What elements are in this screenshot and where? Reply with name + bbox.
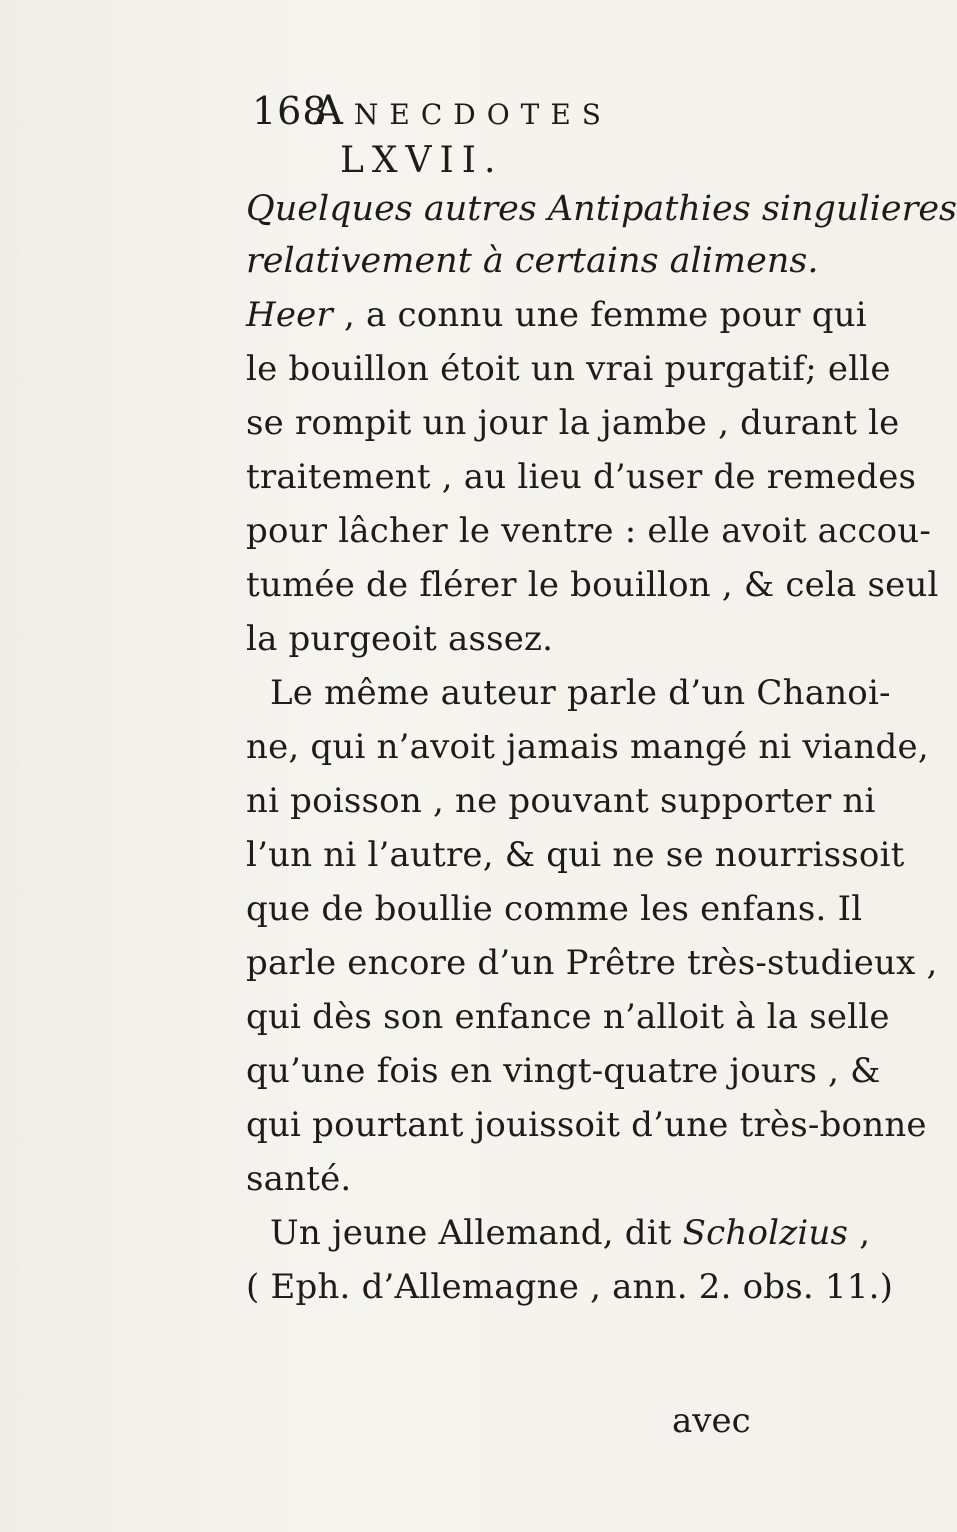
section-title-line-1: Quelques autres Antipathies singulieres bbox=[246, 189, 957, 229]
body-line-4: traitement , au lieu d’user de remedes bbox=[246, 457, 917, 497]
body-line-1 bbox=[246, 288, 867, 342]
body-line-9: ne, qui n’avoit jamais mangé ni viande, bbox=[246, 727, 929, 767]
body-line-text: Un jeune Allemand, dit bbox=[270, 1213, 683, 1253]
section-title-line-2: relativement à certains alimens. bbox=[246, 241, 819, 281]
body-line-7: la purgeoit assez. bbox=[246, 619, 554, 659]
body-line-5: pour lâcher le ventre : elle avoit accou- bbox=[246, 511, 932, 551]
body-line-10: ni poisson , ne pouvant supporter ni bbox=[246, 781, 876, 821]
body-line-19: ( Eph. d’Allemagne , ann. 2. obs. 11.) bbox=[246, 1267, 894, 1307]
page-header bbox=[252, 86, 692, 136]
author-name: Scholzius bbox=[682, 1213, 849, 1253]
body-line-13: parle encore d’un Prêtre très-studieux , bbox=[246, 943, 938, 983]
body-line-16: qui pourtant jouissoit d’une très-bonne bbox=[246, 1105, 927, 1145]
body-line-2: le bouillon étoit un vrai purgatif; elle bbox=[246, 349, 891, 389]
page-number: 168 bbox=[252, 89, 328, 133]
running-title: Anecdotes bbox=[314, 88, 612, 134]
catchword: avec bbox=[672, 1401, 751, 1441]
body-line-12: que de boullie comme les enfans. Il bbox=[246, 889, 863, 929]
author-name: Heer bbox=[246, 295, 333, 335]
body-line-11: l’un ni l’autre, & qui ne se nourrissoit bbox=[246, 835, 905, 875]
chapter-number: LXVII. bbox=[340, 140, 504, 181]
body-line-text: , bbox=[848, 1213, 871, 1253]
body-line-15: qu’une fois en vingt-quatre jours , & bbox=[246, 1051, 881, 1091]
body-line-3: se rompit un jour la jambe , durant le bbox=[246, 403, 900, 443]
body-line-17: santé. bbox=[246, 1159, 352, 1199]
body-line-8: Le même auteur parle d’un Chanoi- bbox=[270, 673, 891, 713]
body-line-18 bbox=[270, 1206, 871, 1260]
body-line-6: tumée de flérer le bouillon , & cela seul bbox=[246, 565, 939, 605]
body-line-text: , a connu une femme pour qui bbox=[332, 295, 867, 335]
body-line-14: qui dès son enfance n’alloit à la selle bbox=[246, 997, 890, 1037]
